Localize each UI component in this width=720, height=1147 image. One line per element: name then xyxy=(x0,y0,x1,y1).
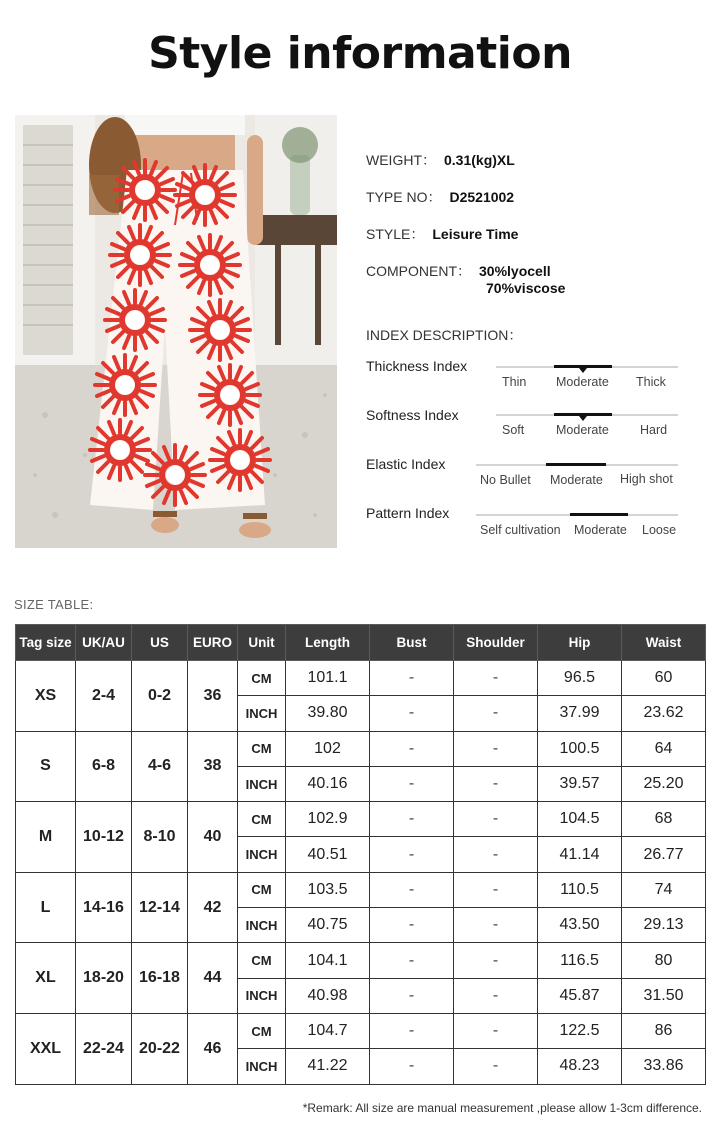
index-option: No Bullet xyxy=(480,473,531,487)
length-cell: 40.75 xyxy=(286,908,370,943)
euro-cell: 40 xyxy=(188,802,238,873)
length-cell: 40.51 xyxy=(286,837,370,872)
hip-cell: 43.50 xyxy=(538,908,622,943)
index-selected-bar xyxy=(546,463,606,466)
shoulder-cell: - xyxy=(454,1049,538,1084)
euro-cell: 44 xyxy=(188,943,238,1014)
hip-cell: 37.99 xyxy=(538,696,622,731)
us-cell: 4-6 xyxy=(132,731,188,802)
table-row xyxy=(16,731,706,766)
uk-au-cell: 22-24 xyxy=(76,1013,132,1084)
us-cell: 8-10 xyxy=(132,802,188,873)
bust-cell: - xyxy=(370,872,454,907)
tag-size-cell: XS xyxy=(16,661,76,732)
index-name: Thickness Index xyxy=(366,358,468,374)
component-label: COMPONENT： xyxy=(366,263,471,279)
waist-cell: 60 xyxy=(622,661,706,696)
index-option: Moderate xyxy=(574,523,627,537)
weight-label: WEIGHT： xyxy=(366,152,436,168)
header-hip: Hip xyxy=(538,625,622,661)
table-header-row xyxy=(16,625,706,661)
length-cell: 41.22 xyxy=(286,1049,370,1084)
unit-cell: CM xyxy=(238,802,286,837)
length-cell: 39.80 xyxy=(286,696,370,731)
unit-cell: INCH xyxy=(238,837,286,872)
hip-cell: 96.5 xyxy=(538,661,622,696)
shoulder-cell: - xyxy=(454,1013,538,1048)
index-option: Hard xyxy=(640,423,668,437)
shoulder-cell: - xyxy=(454,661,538,696)
length-cell: 40.16 xyxy=(286,766,370,801)
uk-au-cell: 18-20 xyxy=(76,943,132,1014)
bust-cell: - xyxy=(370,978,454,1013)
unit-cell: CM xyxy=(238,1013,286,1048)
shoulder-cell: - xyxy=(454,766,538,801)
waist-cell: 25.20 xyxy=(622,766,706,801)
shoulder-cell: - xyxy=(454,908,538,943)
unit-cell: INCH xyxy=(238,978,286,1013)
index-pointer-icon xyxy=(579,416,587,421)
waist-cell: 86 xyxy=(622,1013,706,1048)
shoulder-cell: - xyxy=(454,943,538,978)
header-uk-au: UK/AU xyxy=(76,625,132,661)
length-cell: 102 xyxy=(286,731,370,766)
us-cell: 12-14 xyxy=(132,872,188,943)
length-cell: 40.98 xyxy=(286,978,370,1013)
weight-value: 0.31(kg)XL xyxy=(444,152,515,168)
tag-size-cell: S xyxy=(16,731,76,802)
unit-cell: INCH xyxy=(238,696,286,731)
hip-cell: 116.5 xyxy=(538,943,622,978)
bust-cell: - xyxy=(370,837,454,872)
length-cell: 104.1 xyxy=(286,943,370,978)
hip-cell: 122.5 xyxy=(538,1013,622,1048)
index-option: Thick xyxy=(636,375,666,389)
shoulder-cell: - xyxy=(454,802,538,837)
size-table-label: SIZE TABLE: xyxy=(14,597,94,612)
index-option: High shot xyxy=(620,472,673,486)
bust-cell: - xyxy=(370,1013,454,1048)
shoulder-cell: - xyxy=(454,837,538,872)
table-row xyxy=(16,872,706,907)
uk-au-cell: 2-4 xyxy=(76,661,132,732)
shoulder-cell: - xyxy=(454,696,538,731)
bust-cell: - xyxy=(370,661,454,696)
type-value: D2521002 xyxy=(449,189,515,205)
hip-cell: 48.23 xyxy=(538,1049,622,1084)
index-option: Moderate xyxy=(556,375,609,389)
header-waist: Waist xyxy=(622,625,706,661)
hip-cell: 39.57 xyxy=(538,766,622,801)
index-option: Moderate xyxy=(556,423,609,437)
index-option: Self cultivation xyxy=(480,523,561,537)
uk-au-cell: 14-16 xyxy=(76,872,132,943)
type-row xyxy=(366,187,514,207)
waist-cell: 26.77 xyxy=(622,837,706,872)
style-row xyxy=(366,224,518,244)
style-value: Leisure Time xyxy=(432,226,519,242)
weight-row xyxy=(366,150,515,170)
product-photo xyxy=(15,115,337,548)
table-row xyxy=(16,802,706,837)
table-row xyxy=(16,661,706,696)
bust-cell: - xyxy=(370,696,454,731)
waist-cell: 23.62 xyxy=(622,696,706,731)
header-tag-size: Tag size xyxy=(16,625,76,661)
header-euro: EURO xyxy=(188,625,238,661)
waist-cell: 68 xyxy=(622,802,706,837)
waist-cell: 64 xyxy=(622,731,706,766)
index-pointer-icon xyxy=(579,368,587,373)
index-name: Elastic Index xyxy=(366,456,446,472)
header-shoulder: Shoulder xyxy=(454,625,538,661)
bust-cell: - xyxy=(370,943,454,978)
component-value-1: 30%lyocell xyxy=(479,263,551,279)
bust-cell: - xyxy=(370,766,454,801)
index-name: Softness Index xyxy=(366,407,459,423)
component-row xyxy=(366,261,551,281)
header-bust: Bust xyxy=(370,625,454,661)
shoulder-cell: - xyxy=(454,978,538,1013)
header-us: US xyxy=(132,625,188,661)
index-name: Pattern Index xyxy=(366,505,450,521)
length-cell: 102.9 xyxy=(286,802,370,837)
index-option: Thin xyxy=(502,375,527,389)
unit-cell: CM xyxy=(238,872,286,907)
tag-size-cell: XL xyxy=(16,943,76,1014)
waist-cell: 29.13 xyxy=(622,908,706,943)
bust-cell: - xyxy=(370,802,454,837)
index-selected-bar xyxy=(570,513,628,516)
waist-cell: 80 xyxy=(622,943,706,978)
tag-size-cell: L xyxy=(16,872,76,943)
unit-cell: INCH xyxy=(238,1049,286,1084)
table-row xyxy=(16,1013,706,1048)
shoulder-cell: - xyxy=(454,731,538,766)
product-photo-illustration xyxy=(15,115,337,548)
hip-cell: 104.5 xyxy=(538,802,622,837)
header-length: Length xyxy=(286,625,370,661)
tag-size-cell: M xyxy=(16,802,76,873)
euro-cell: 38 xyxy=(188,731,238,802)
unit-cell: CM xyxy=(238,661,286,696)
waist-cell: 74 xyxy=(622,872,706,907)
type-label: TYPE NO： xyxy=(366,189,442,205)
remark-note: *Remark: All size are manual measurement ,please allow 1-3cm difference. xyxy=(302,1101,702,1115)
bust-cell: - xyxy=(370,731,454,766)
index-option: Loose xyxy=(642,523,677,537)
size-table xyxy=(15,624,706,1085)
table-row xyxy=(16,943,706,978)
index-option: Moderate xyxy=(550,473,603,487)
uk-au-cell: 6-8 xyxy=(76,731,132,802)
euro-cell: 36 xyxy=(188,661,238,732)
index-description-title: INDEX DESCRIPTION： xyxy=(366,327,523,343)
hip-cell: 41.14 xyxy=(538,837,622,872)
us-cell: 0-2 xyxy=(132,661,188,732)
length-cell: 104.7 xyxy=(286,1013,370,1048)
unit-cell: INCH xyxy=(238,766,286,801)
style-label: STYLE： xyxy=(366,226,425,242)
bust-cell: - xyxy=(370,908,454,943)
us-cell: 20-22 xyxy=(132,1013,188,1084)
hip-cell: 45.87 xyxy=(538,978,622,1013)
shoulder-cell: - xyxy=(454,872,538,907)
waist-cell: 31.50 xyxy=(622,978,706,1013)
header-unit: Unit xyxy=(238,625,286,661)
uk-au-cell: 10-12 xyxy=(76,802,132,873)
hip-cell: 100.5 xyxy=(538,731,622,766)
unit-cell: INCH xyxy=(238,908,286,943)
unit-cell: CM xyxy=(238,731,286,766)
us-cell: 16-18 xyxy=(132,943,188,1014)
hip-cell: 110.5 xyxy=(538,872,622,907)
euro-cell: 42 xyxy=(188,872,238,943)
component-value-2: 70%viscose xyxy=(486,280,566,296)
tag-size-cell: XXL xyxy=(16,1013,76,1084)
page-title: Style information xyxy=(148,28,572,79)
length-cell: 101.1 xyxy=(286,661,370,696)
euro-cell: 46 xyxy=(188,1013,238,1084)
unit-cell: CM xyxy=(238,943,286,978)
length-cell: 103.5 xyxy=(286,872,370,907)
index-option: Soft xyxy=(502,423,525,437)
bust-cell: - xyxy=(370,1049,454,1084)
waist-cell: 33.86 xyxy=(622,1049,706,1084)
